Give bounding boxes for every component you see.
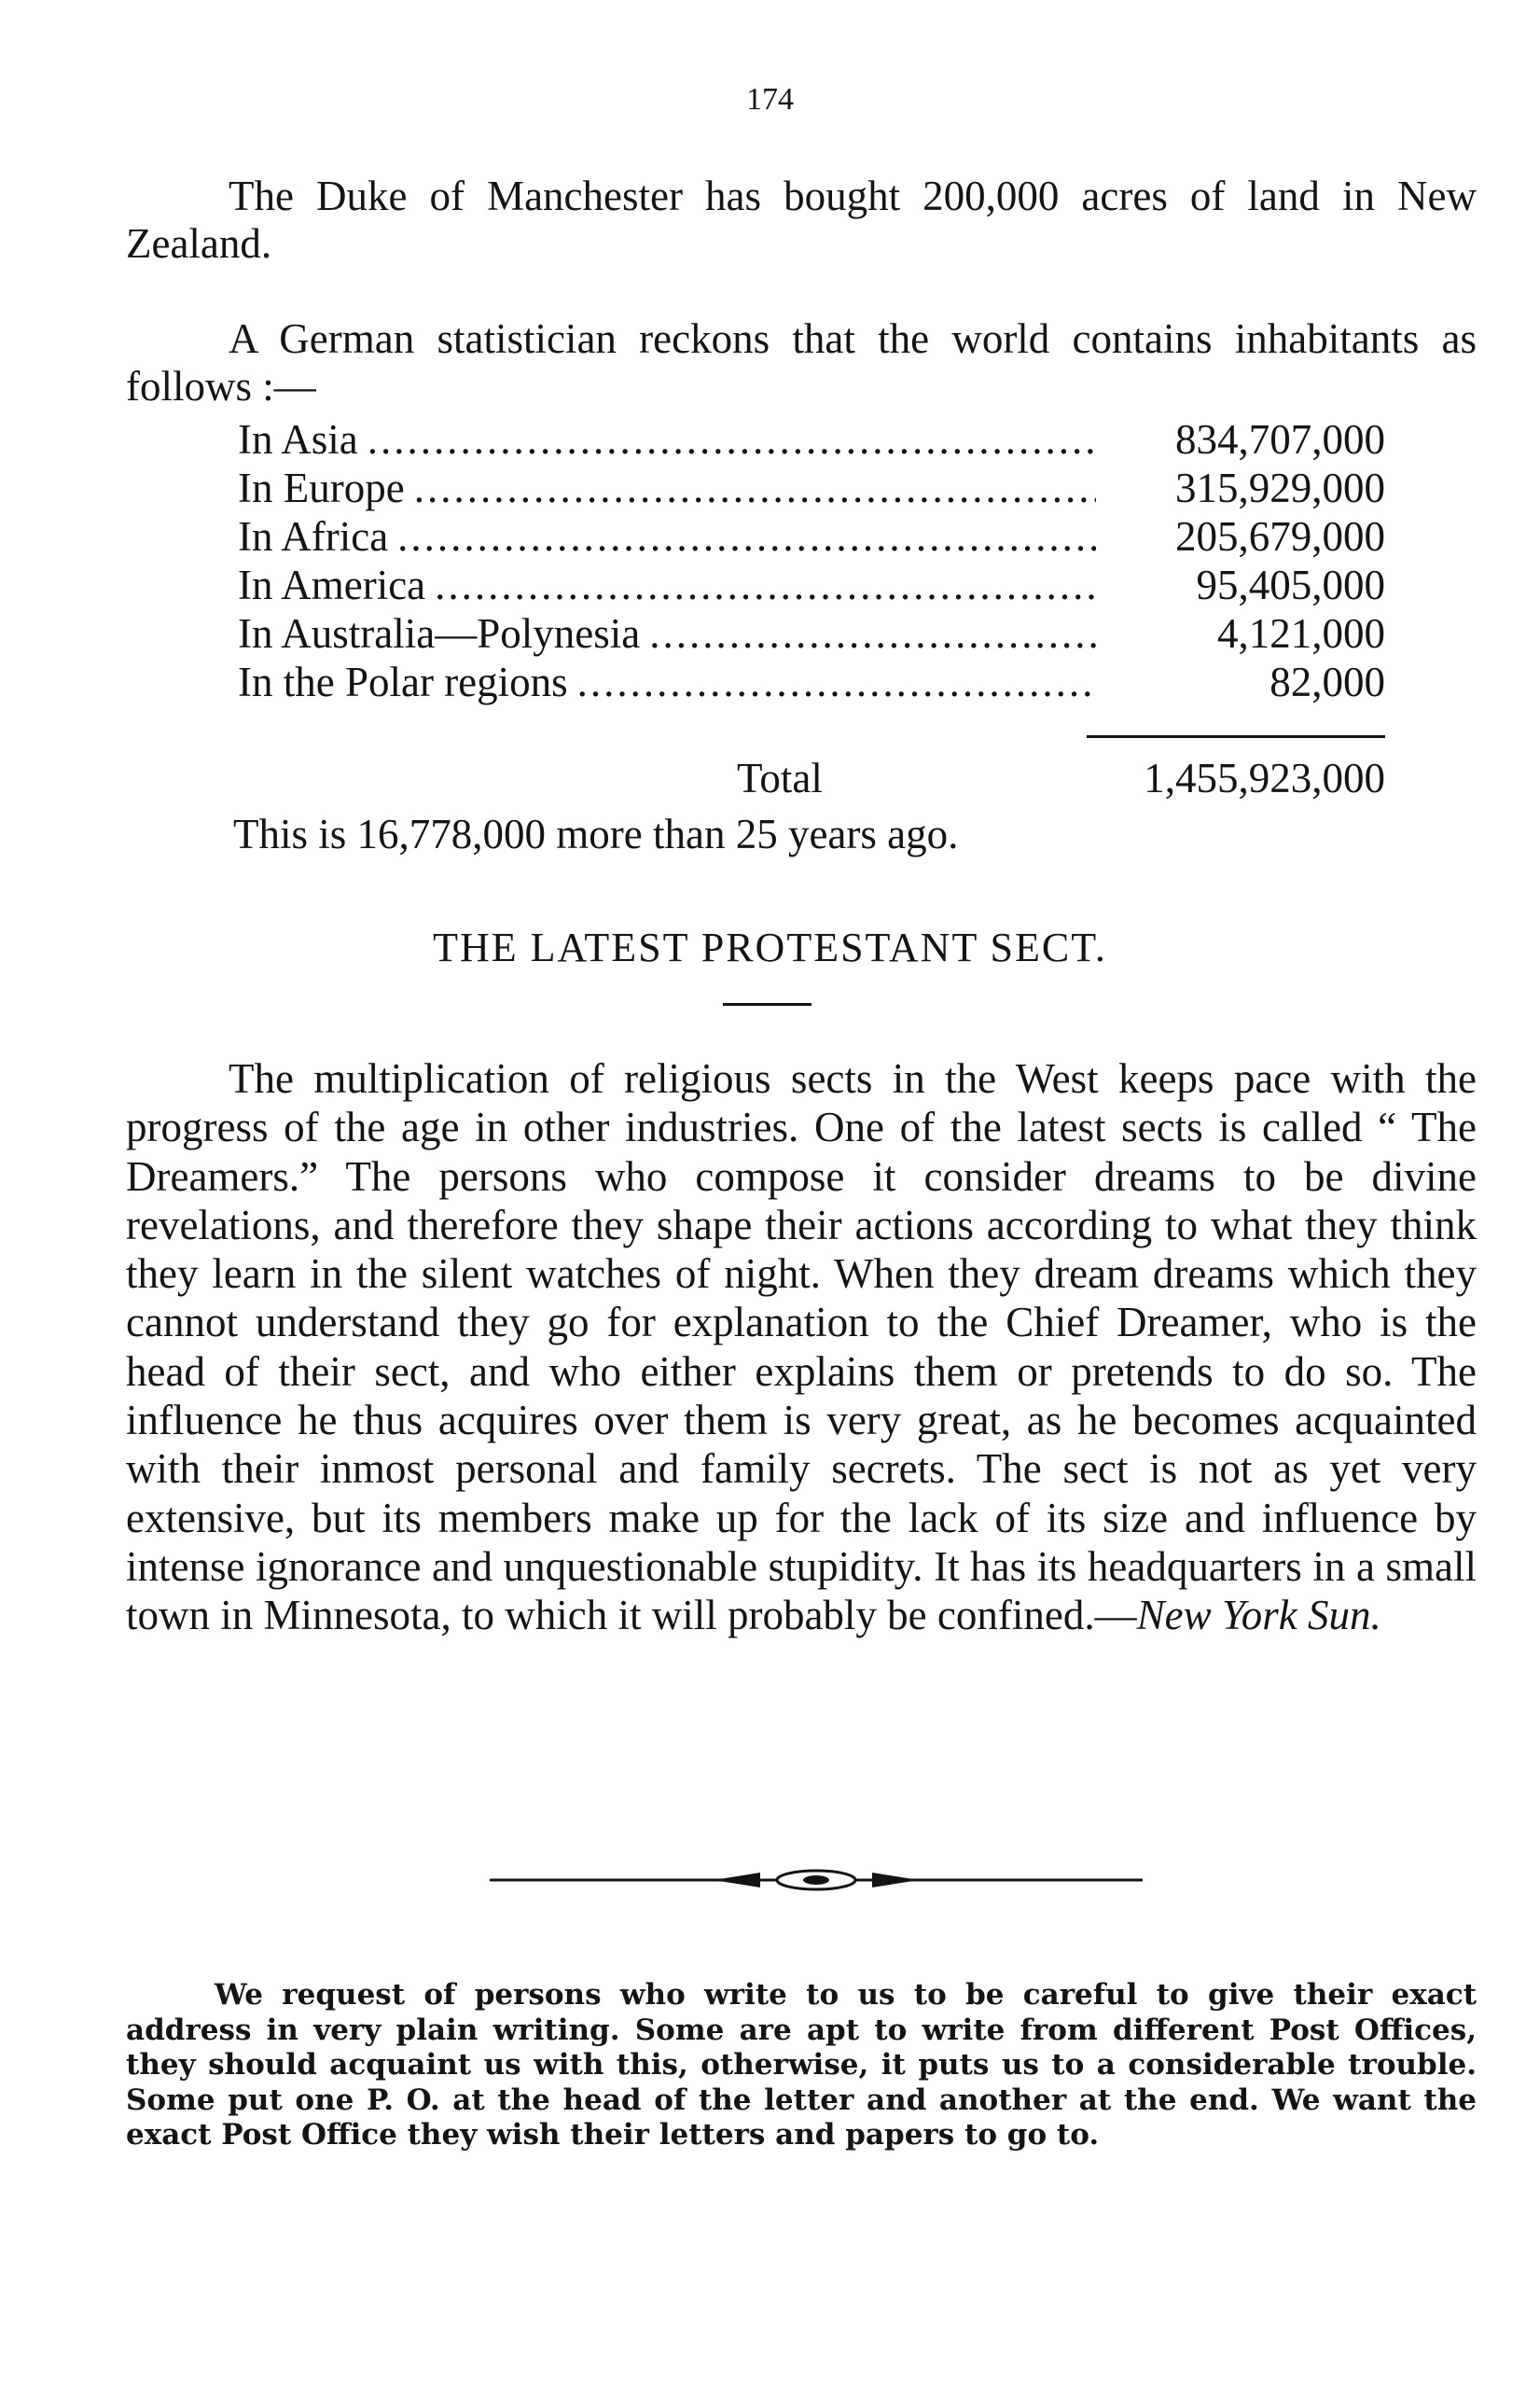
population-value: 315,929,000	[1175, 465, 1385, 511]
region-label: In Europe	[238, 465, 405, 511]
population-value: 4,121,000	[1217, 610, 1385, 657]
duke-paragraph: The Duke of Manchester has bought 200,000 acres of land in New Zealand.	[126, 173, 1477, 267]
population-row	[238, 512, 1385, 561]
population-value: 834,707,000	[1175, 416, 1385, 463]
total-row	[737, 754, 1385, 802]
dot-leader	[649, 609, 1096, 658]
region-label: In America	[238, 562, 426, 608]
notice-paragraph: We request of persons who write to us to be careful to give their exact address in very plain writing. Some are apt to write from different Post Offices, they should acquaint us with this, otherwise, it puts us to a considerable trouble. Some put one P. O. at the head of the letter and another at the end. We want the exact Post Office they wish their letters and papers to go to.	[126, 1978, 1477, 2152]
total-value: 1,455,923,000	[1144, 755, 1385, 801]
region-label: In Australia—Polynesia	[238, 610, 641, 657]
population-row	[238, 464, 1385, 512]
population-row	[238, 561, 1385, 609]
total-rule	[1087, 735, 1385, 738]
article-source: New York Sun.	[1136, 1592, 1381, 1639]
dot-leader	[414, 464, 1096, 512]
total-label: Total	[737, 755, 823, 801]
population-table	[238, 415, 1385, 706]
region-label: In Asia	[238, 416, 358, 463]
region-label: In Africa	[238, 513, 389, 560]
page-number: 174	[746, 82, 794, 117]
population-row	[238, 658, 1385, 706]
region-label: In the Polar regions	[238, 659, 568, 705]
dot-leader	[577, 658, 1096, 706]
article-text: The multiplication of religious sects in the West keeps pace with the progress of the age in other industries. One of the latest sects is called “ The Dreamers.” The persons who compose it consider dreams to be divine revelations, and therefore they shape their actions according to what they think they learn in the silent watches of night. When they dream dreams which they cannot understand they go for explanation to the Chief Dreamer, who is the head of their sect, and who either explains them or pretends to do so. The influence he thus acquires over them is very great, as he becomes acquainted with their inmost personal and family secrets. The sect is not as yet very extensive, but its members make up for the lack of its size and influence by intense ignorance and unquestionable stupidity. It has its headquarters in a small town in Minnesota, to which it will probably be confined.—	[126, 1055, 1477, 1639]
population-intro: A German statistician reckons that the world contains inhabitants as follows :—	[126, 315, 1477, 410]
population-value: 205,679,000	[1175, 513, 1385, 560]
population-value: 95,405,000	[1196, 562, 1385, 608]
dot-leader	[368, 415, 1096, 464]
comparison-line: This is 16,778,000 more than 25 years ago.	[233, 811, 959, 857]
article-body	[126, 1054, 1477, 1640]
title-rule	[723, 1003, 812, 1006]
dot-leader	[435, 561, 1096, 609]
ornamental-divider	[490, 1866, 1143, 1894]
article-title: THE LATEST PROTESTANT SECT.	[433, 925, 1107, 970]
population-row	[238, 609, 1385, 658]
population-value: 82,000	[1269, 659, 1385, 705]
population-row	[238, 415, 1385, 464]
dot-leader	[397, 512, 1096, 561]
